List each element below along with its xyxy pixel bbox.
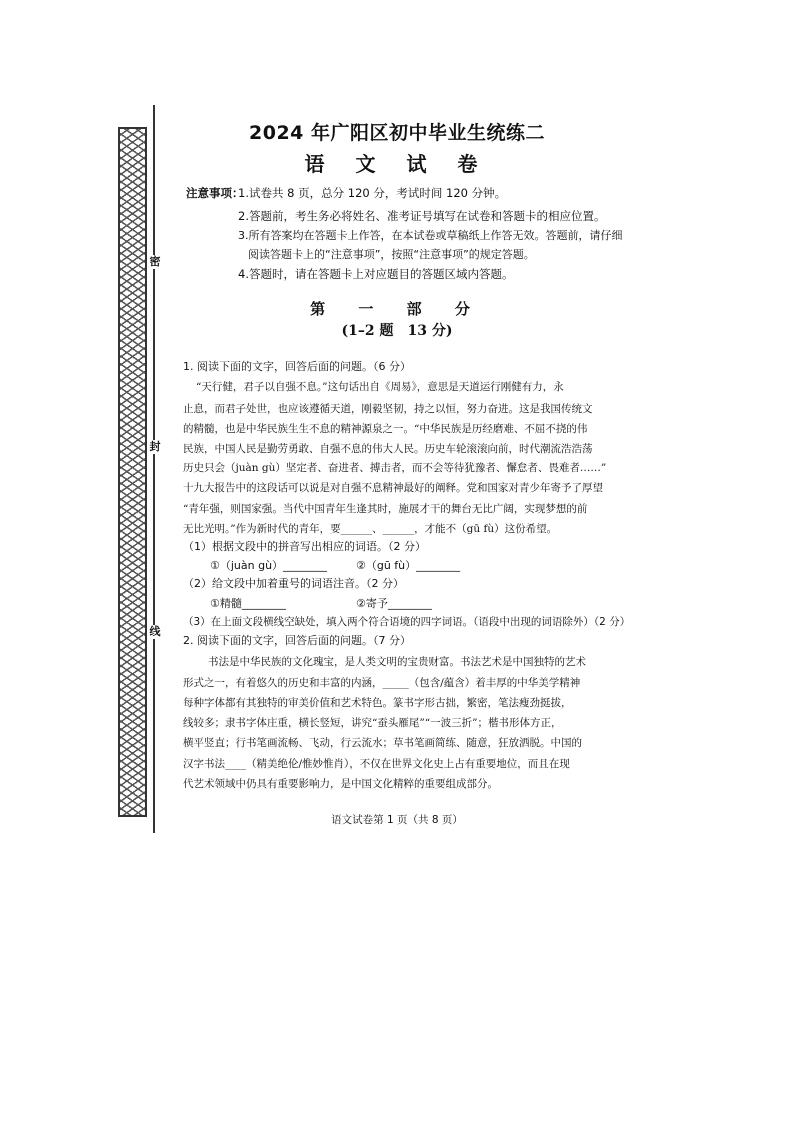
binding-char-mi: 密 <box>149 255 161 268</box>
notice-item-4: 4.答题时，请在答题卡上对应题目的答题区域内答题。 <box>238 267 514 281</box>
q1-passage-line: “天行健，君子以自强不息。”这句话出自《周易》，意思是天道运行刚健有力，永 <box>196 381 564 393</box>
q1-sub1: （1）根据文段中的拼音写出相应的词语。（2 分） <box>183 540 426 553</box>
q2-passage-line: 代艺术领域中仍具有重要影响力，是中国文化精粹的重要组成部分。 <box>183 778 498 790</box>
q1-passage-line: 十九大报告中的这段话可以说是对自强不息精神最好的阐释。党和国家对青少年寄予了厚望 <box>183 482 603 494</box>
q1-passage-line: 止息，而君子处世，也应该遵循天道，刚毅坚韧，持之以恒，努力奋进。这是我国传统文 <box>183 403 593 415</box>
binding-char-feng: 封 <box>149 440 161 453</box>
binding-line <box>153 105 155 833</box>
notice-item-3: 3.所有答案均在答题卡上作答，在本试卷或草稿纸上作答无效。答题前，请仔细 <box>238 229 623 242</box>
q2-passage-line: 形式之一，有着悠久的历史和丰富的内涵，_____（包含/蕴含）着丰厚的中华美学精神 <box>183 677 581 689</box>
q1-passage-line: 的精髓，也是中华民族生生不息的精神源泉之一。“中华民族是历经磨难、不屈不挠的伟 <box>183 423 588 435</box>
q1-stem: 1. 阅读下面的文字，回答后面的问题。（6 分） <box>183 360 411 373</box>
q1-passage-line: 历史只会（juàn gù）坚定者、奋进者、搏击者，而不会等待犹豫者、懈怠者、畏难者……” <box>183 462 607 474</box>
q1-sub1-a: ①（juàn gù）________ <box>210 559 328 572</box>
exam-title: 2024 年广阳区初中毕业生统练二 <box>249 122 545 144</box>
exam-subtitle: 语 文 试 卷 <box>304 152 490 176</box>
q1-passage-line: “青年强，则国家强。当代中国青年生逢其时，施展才干的舞台无比广阔，实现梦想的前 <box>183 503 588 515</box>
q2-passage-line: 每种字体都有其独特的审美价值和艺术特色。篆书字形古拙，繁密，笔法瘦劲挺拔， <box>183 697 572 709</box>
q1-passage-line: 无比光明。”作为新时代的青年，要______、______，才能不（gū fù）这份希望。 <box>183 523 558 535</box>
q2-passage-line: 横平竖直；行书笔画流畅、飞动，行云流水；草书笔画简练、随意，狂放洒脱。中国的 <box>183 737 582 749</box>
part-title: 第 一 部 分 <box>310 300 484 318</box>
notice-item-1: 1.试卷共 8 页，总分 120 分，考试时间 120 分钟。 <box>238 186 507 200</box>
q1-passage-line: 民族，中国人民是勤劳勇敢、自强不息的伟大人民。历史车轮滚滚向前，时代潮流浩浩荡 <box>183 443 593 455</box>
q1-sub2-a: ①精髓________ <box>210 597 286 610</box>
q2-stem: 2. 阅读下面的文字，回答后面的问题。（7 分） <box>183 634 411 647</box>
part-range: (1–2 题 13 分) <box>341 323 453 339</box>
notice-item-3-cont: 阅读答题卡上的“注意事项”，按照“注意事项”的规定答题。 <box>248 248 535 261</box>
q1-sub2: （2）给文段中加着重号的词语注音。（2 分） <box>183 577 404 590</box>
notice-item-2: 2.答题前，考生务必将姓名、准考证号填写在试卷和答题卡的相应位置。 <box>238 209 606 223</box>
q2-passage-line: 线较多；隶书字体庄重，横长竖短，讲究“蚕头雁尾”“一波三折”；楷书形体方正， <box>183 717 562 729</box>
q1-sub1-b: ②（gū fù）________ <box>356 559 461 572</box>
q2-passage-line: 汉字书法____（精美绝伦/惟妙惟肖），不仅在世界文化史上占有重要地位，而且在现 <box>183 758 570 770</box>
binding-margin-pattern <box>118 127 147 817</box>
q1-sub3: （3）在上面文段横线空缺处，填入两个符合语境的四字词语。（语段中出现的词语除外）（2 分） <box>183 616 631 628</box>
q1-sub2-b: ②寄予________ <box>356 597 432 610</box>
q2-passage-line: 书法是中华民族的文化瑰宝，是人类文明的宝贵财富。书法艺术是中国独特的艺术 <box>208 656 586 668</box>
binding-char-xian: 线 <box>149 625 161 638</box>
notice-label: 注意事项： <box>186 186 244 200</box>
page-footer: 语文试卷第 1 页（共 8 页） <box>331 814 463 826</box>
